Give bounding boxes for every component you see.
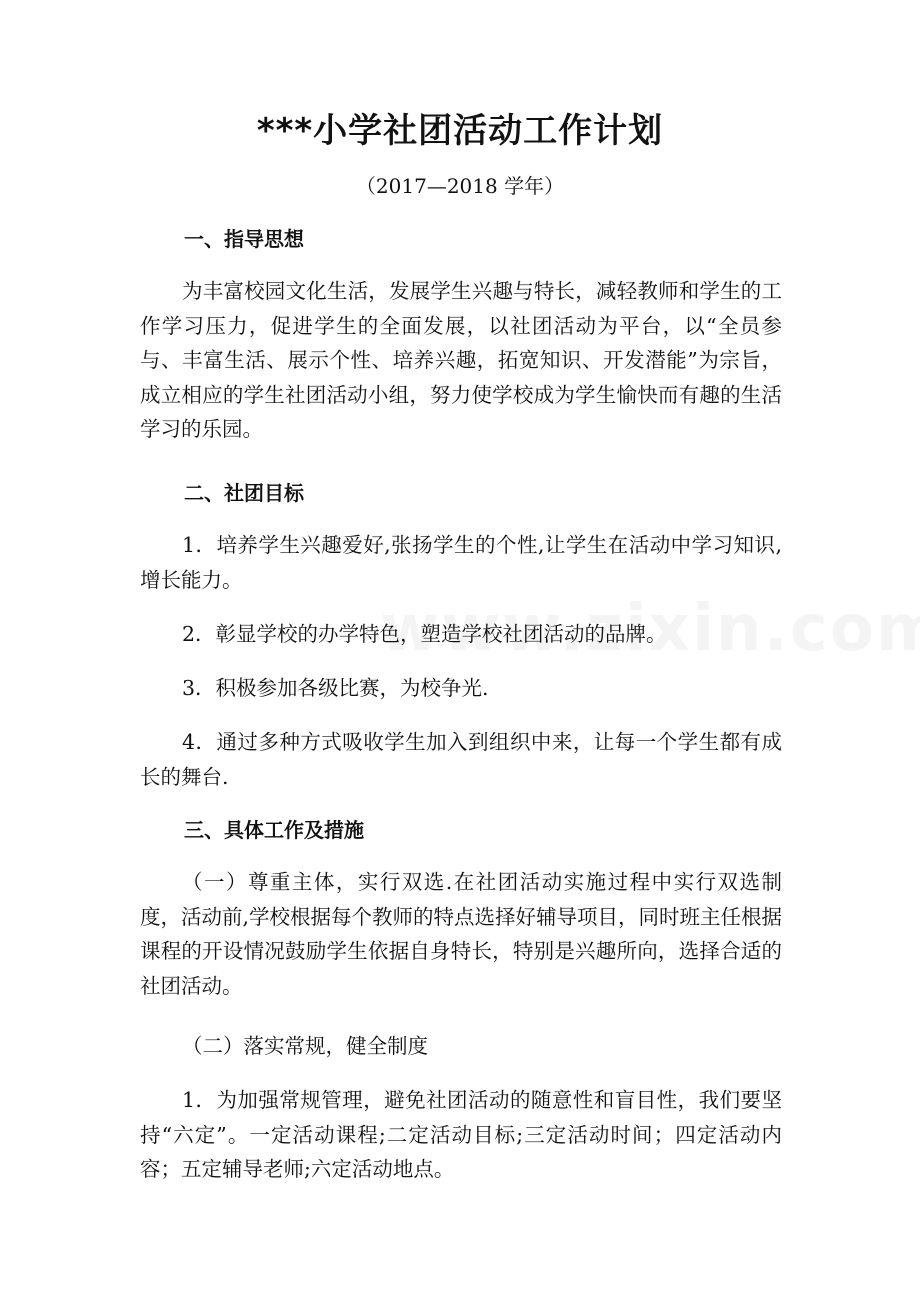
section-heading-club-goals: 二、社团目标 <box>184 481 304 505</box>
page-subtitle: （2017—2018 学年） <box>355 174 565 198</box>
paragraph-guiding-ideology: 为丰富校园文化生活，发展学生兴趣与特长，减轻教师和学生的工作学习压力，促进学生的全面发展，以社团活动为平台，以“全员参与、丰富生活、展示个性、培养兴趣，拓宽知识、开发潜能”为宗旨，成立相应的学生社团活动小组，努力使学校成为学生愉快而有趣的生活学习的乐园。 <box>140 279 782 441</box>
page-title: ***小学社团活动工作计划 <box>256 111 664 151</box>
paragraph-measure-2-item-1: 1．为加强常规管理，避免社团活动的随意性和盲目性，我们要坚持“六定”。一定活动课程;二定活动目标;三定活动时间；四定活动内容；五定辅导老师;六定活动地点。 <box>140 1088 782 1181</box>
section-heading-measures: 三、具体工作及措施 <box>184 818 364 842</box>
paragraph-measure-2-heading: （二）落实常规，健全制度 <box>182 1034 428 1058</box>
paragraph-goal-1: 1．培养学生兴趣爱好,张扬学生的个性,让学生在活动中学习知识,增长能力。 <box>140 533 782 592</box>
paragraph-goal-4: 4．通过多种方式吸收学生加入到组织中来，让每一个学生都有成长的舞台. <box>140 730 782 789</box>
paragraph-goal-2: 2．彰显学校的办学特色，塑造学校社团活动的品牌。 <box>182 622 667 646</box>
paragraph-goal-3: 3．积极参加各级比赛，为校争光. <box>182 676 489 700</box>
paragraph-measure-1: （一）尊重主体，实行双选.在社团活动实施过程中实行双选制度，活动前,学校根据每个教师的特点选择好辅导项目，同时班主任根据课程的开设情况鼓励学生依据自身特长，特别是兴趣所向，选择合适的社团活动。 <box>140 870 783 998</box>
section-heading-guiding-ideology: 一、指导思想 <box>184 227 304 251</box>
